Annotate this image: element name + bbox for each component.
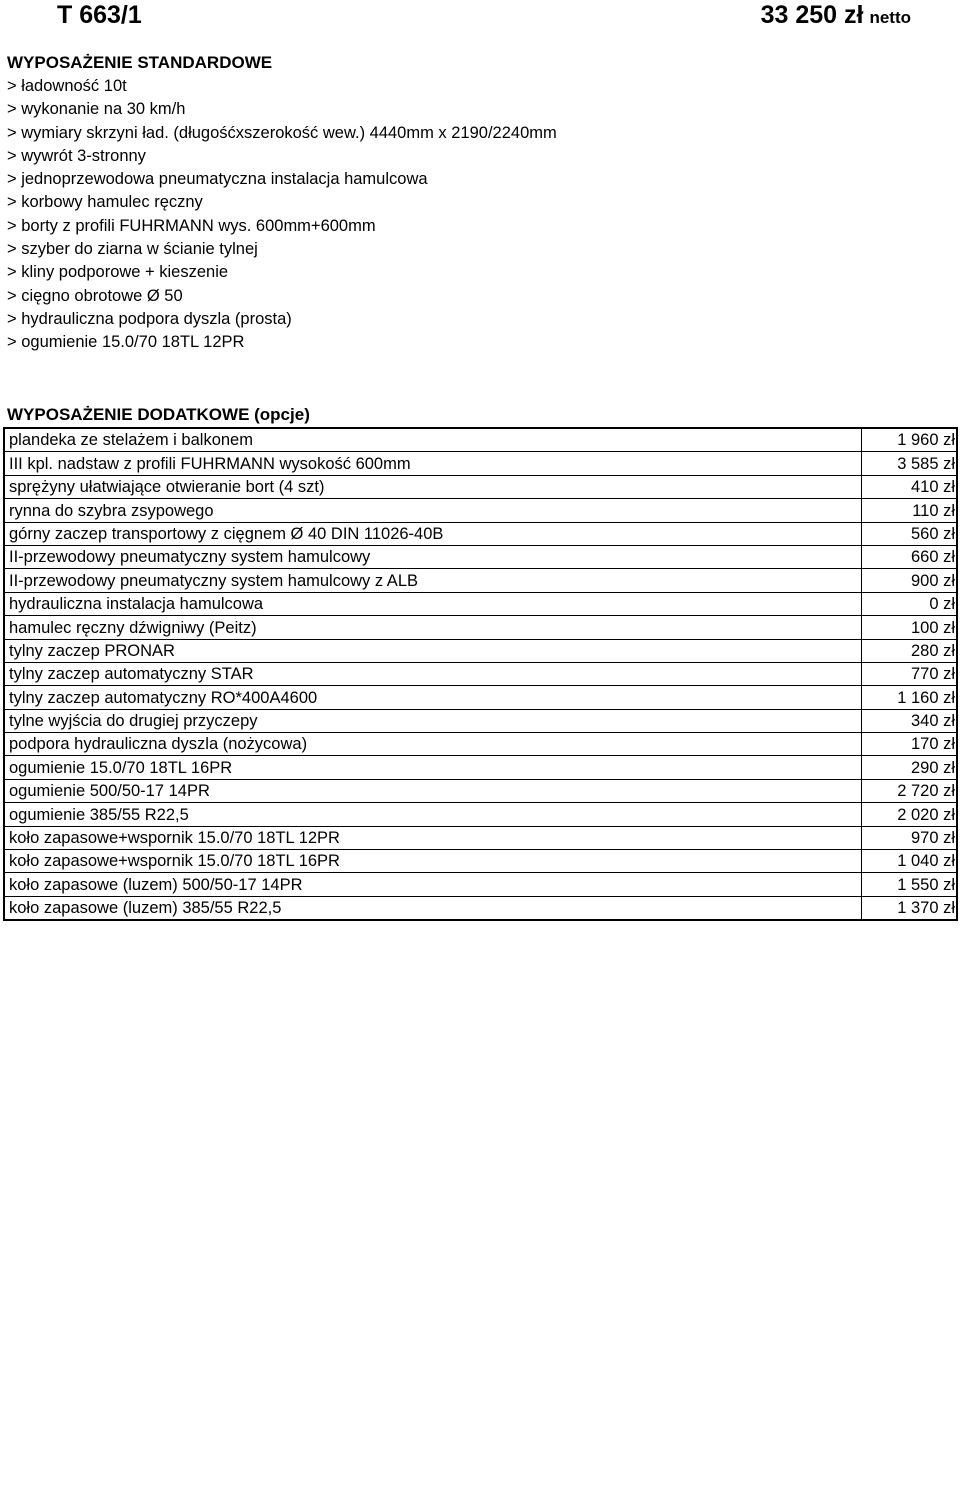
table-row (4, 452, 957, 475)
table-row (4, 756, 957, 779)
standard-item: > wymiary skrzyni ład. (długośćxszerokość wew.) 4440mm x 2190/2240mm (7, 123, 557, 142)
table-row (4, 896, 957, 920)
standard-item: > ładowność 10t (7, 77, 127, 95)
option-name: ogumienie 500/50-17 14PR (4, 779, 862, 802)
option-price: 0 zł (862, 592, 958, 615)
option-price: 770 zł (862, 662, 958, 685)
table-row (4, 686, 957, 709)
option-name: rynna do szybra zsypowego (4, 499, 862, 522)
option-price: 1 370 zł (862, 896, 958, 920)
table-row (4, 803, 957, 826)
table-row (4, 569, 957, 592)
standard-item: > szyber do ziarna w ścianie tylnej (7, 240, 258, 259)
option-name: ogumienie 385/55 R22,5 (4, 803, 862, 826)
standard-item: > wywrót 3-stronny (7, 146, 146, 165)
option-name: II-przewodowy pneumatyczny system hamulcowy (4, 545, 862, 568)
table-row (4, 639, 957, 662)
table-row (4, 475, 957, 498)
option-price: 410 zł (862, 475, 958, 498)
option-name: ogumienie 15.0/70 18TL 16PR (4, 756, 862, 779)
option-price: 1 960 zł (862, 428, 958, 452)
optional-equipment-table (3, 427, 958, 921)
option-name: sprężyny ułatwiające otwieranie bort (4 szt) (4, 475, 862, 498)
option-price: 2 020 zł (862, 803, 958, 826)
standard-item: > kliny podporowe + kieszenie (7, 263, 229, 282)
option-price: 2 720 zł (862, 779, 958, 802)
option-name: plandeka ze stelażem i balkonem (4, 428, 862, 452)
table-row (4, 709, 957, 732)
option-name: hydrauliczna instalacja hamulcowa (4, 592, 862, 615)
option-price: 970 zł (862, 826, 958, 849)
option-price: 340 zł (862, 709, 958, 732)
standard-item: > cięgno obrotowe Ø 50 (7, 286, 183, 305)
option-name: podpora hydrauliczna dyszla (nożycowa) (4, 733, 862, 756)
option-name: tylne wyjścia do drugiej przyczepy (4, 709, 862, 732)
option-name: tylny zaczep PRONAR (4, 639, 862, 662)
table-row (4, 428, 957, 452)
standard-item: > borty z profili FUHRMANN wys. 600mm+600mm (7, 216, 376, 235)
table-row (4, 499, 957, 522)
option-name: II-przewodowy pneumatyczny system hamulcowy z ALB (4, 569, 862, 592)
standard-equipment-heading: WYPOSAŻENIE STANDARDOWE (7, 53, 273, 72)
option-name: koło zapasowe+wspornik 15.0/70 18TL 16PR (4, 850, 862, 873)
option-name: koło zapasowe+wspornik 15.0/70 18TL 12PR (4, 826, 862, 849)
option-price: 3 585 zł (862, 452, 958, 475)
option-name: tylny zaczep automatyczny STAR (4, 662, 862, 685)
table-row (4, 616, 957, 639)
table-row (4, 779, 957, 802)
optional-equipment-heading: WYPOSAŻENIE DODATKOWE (opcje) (7, 405, 310, 424)
standard-item: > ogumienie 15.0/70 18TL 12PR (7, 333, 245, 352)
option-price: 100 zł (862, 616, 958, 639)
table-row (4, 873, 957, 896)
option-price: 110 zł (862, 499, 958, 522)
option-price: 170 zł (862, 733, 958, 756)
base-price (761, 1, 911, 33)
table-row (4, 545, 957, 568)
standard-item: > jednoprzewodowa pneumatyczna instalacja hamulcowa (7, 170, 428, 189)
option-name: III kpl. nadstaw z profili FUHRMANN wysokość 600mm (4, 452, 862, 475)
table-row (4, 522, 957, 545)
base-price-suffix: netto (869, 8, 911, 27)
option-price: 280 zł (862, 639, 958, 662)
option-price: 1 550 zł (862, 873, 958, 896)
option-price: 900 zł (862, 569, 958, 592)
option-price: 1 040 zł (862, 850, 958, 873)
option-price: 560 zł (862, 522, 958, 545)
table-row (4, 826, 957, 849)
option-name: tylny zaczep automatyczny RO*400A4600 (4, 686, 862, 709)
option-name: koło zapasowe (luzem) 500/50-17 14PR (4, 873, 862, 896)
standard-equipment-list (7, 75, 557, 355)
option-name: koło zapasowe (luzem) 385/55 R22,5 (4, 896, 862, 920)
table-row (4, 850, 957, 873)
table-row (4, 592, 957, 615)
model-title: T 663/1 (57, 1, 142, 29)
table-row (4, 733, 957, 756)
page-header (0, 0, 960, 30)
standard-item: > wykonanie na 30 km/h (7, 100, 186, 119)
option-name: hamulec ręczny dźwigniwy (Peitz) (4, 616, 862, 639)
base-price-value: 33 250 zł (760, 1, 864, 29)
standard-item: > hydrauliczna podpora dyszla (prosta) (7, 309, 292, 328)
standard-item: > korbowy hamulec ręczny (7, 193, 203, 212)
table-row (4, 662, 957, 685)
option-price: 660 zł (862, 545, 958, 568)
option-price: 290 zł (862, 756, 958, 779)
option-price: 1 160 zł (862, 686, 958, 709)
option-name: górny zaczep transportowy z cięgnem Ø 40 DIN 11026-40B (4, 522, 862, 545)
